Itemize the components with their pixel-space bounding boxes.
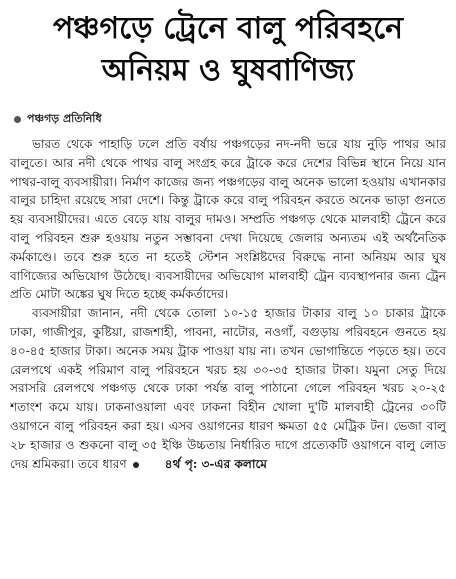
paragraph-2-text: ব্যবসায়ীরা জানান, নদী থেকে তোলা ১০-১৫ হাজার টাকার বালু ১০ চাকার ট্রাকে ঢাকা, গাজীপুর, কুষ্টিয়া, রাজশাহী, পাবনা, নাটোর, নওগাঁ, বগুড়ায় পরিবহনে গুনতে হয় ৪০-৪৫ হাজার টাকা। অনেক সময় ট্রাক পাওয়া যায় না। তখন ভোগান্তিতে পড়তে হয়। তবে রেলপথে একই পরিমাণ বালু পরিবহনে খরচ হয় ৩০-৩৫ হাজার টাকা। যমুনা সেতু দিয়ে সরাসরি রেলপথে পঞ্চগড় থেকে ঢাকা পর্যন্ত বালু পাঠানো গেলে পরিবহন খরচ ২০-২৫ শতাংশ কমে যায়। ঢাকনাওয়ালা এবং ঢাকনা বিহীন খোলা দু'টি মালবাহী ট্রেনের ৩০টি ওয়াগনে বালু পরিবহন করা হয়। এসব ওয়াগনের ধারণ ক্ষমতা ৫৫ মেট্রিক টন। ভেজা বালু ২৮ হাজার ও শুকনো বালু ৩৫ ইঞ্চি উচ্চতায় নির্ধারিত দাগে প্রত্যেকটি ওয়াগনে বালু লোড দেয় শ্রমিকরা। তবে ধারণ [10, 306, 446, 471]
paragraph-2 [10, 304, 446, 474]
paragraph-1: ভারত থেকে পাহাড়ি ঢলে প্রতি বর্ষায় পঞ্চগড়ের নদ-নদী ভরে যায় নুড়ি পাথর আর বালুতে। আর নদী থেকে পাথর বালু সংগ্রহ করে ট্রাকে করে দেশের বিভিন্ন স্থানে নিয়ে যান পাথর-বালু ব্যবসায়ীরা। নির্মাণ কাজের জন্য পঞ্চগড়ের বালু অনেক ভালো হওয়ায় এখানকার বালুর চাহিদা রয়েছে সারা দেশে। কিন্তু ট্রাকে করে বালু পরিবহন করতে অনেক ভাড়া গুনতে হয় ব্যবসায়ীদের। এতে বেড়ে যায় বালুর দামও। সম্প্রতি পঞ্চগড় থেকে মালবাহী ট্রেনে করে বালু পরিবহন শুরু হওয়ায় নতুন সম্ভাবনা দেখা দিয়েছে জেলার অন্যতম এই অর্থনৈতিক কর্মকাণ্ডে। তবে শুরু হতে না হতেই স্টেশন সংশ্লিষ্টদের বিরুদ্ধে নানা অনিয়ম আর ঘুষ বাণিজ্যের অভিযোগ উঠেছে। ব্যবসায়ীদের অভিযোগ মালবাহী ট্রেন ব্যবস্থাপনার জন্য ট্রেন প্রতি মোটা অঙ্কের ঘুষ দিতে হচ্ছে কর্মকর্তাদের। [10, 137, 446, 302]
bullet-icon [133, 462, 139, 468]
headline-line-2: অনিয়ম ও ঘুষবাণিজ্য [101, 53, 355, 88]
headline-line-1: পঞ্চগড়ে ট্রেনে বালু পরিবহনে [52, 11, 404, 46]
byline-text: পঞ্চগড় প্রতিনিধি [27, 112, 102, 125]
byline [14, 110, 446, 129]
continuation-text: ৪র্থ পৃ: ৩-এর কলামে [164, 457, 268, 472]
article-body [10, 135, 446, 474]
bullet-icon [14, 116, 21, 123]
headline [10, 8, 446, 92]
continuation-note [133, 455, 267, 474]
